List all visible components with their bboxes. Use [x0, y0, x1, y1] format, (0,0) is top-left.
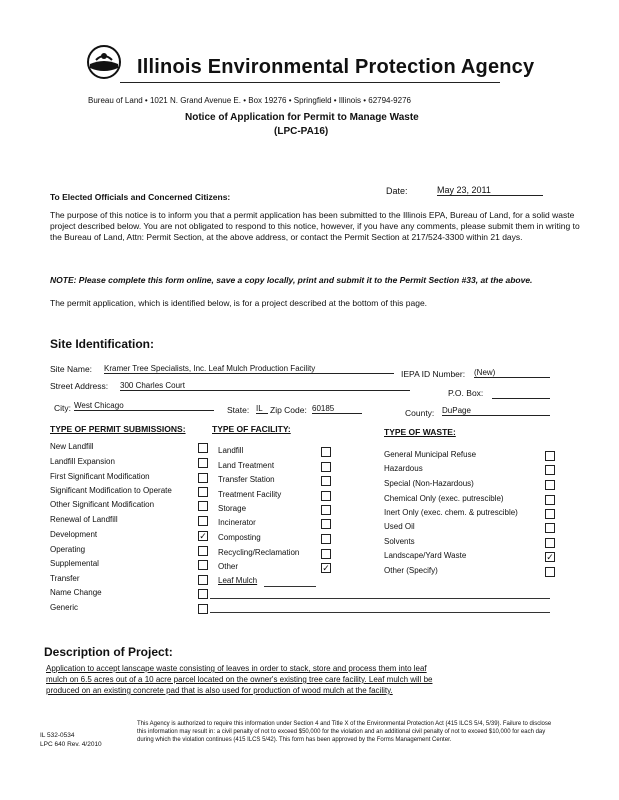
waste-label: Used Oil	[384, 522, 415, 531]
notice-title: Notice of Application for Permit to Manage Waste	[185, 112, 419, 123]
facility-checkbox[interactable]	[321, 505, 331, 515]
agency-address: Bureau of Land • 1021 N. Grand Avenue E. • Box 19276 • Springfield • Illinois • 62794-9276	[88, 96, 411, 105]
waste-checkbox[interactable]	[545, 509, 555, 519]
submission-checkbox[interactable]	[198, 473, 208, 483]
date-field[interactable]: May 23, 2011	[437, 185, 543, 196]
facility-type-heading: TYPE OF FACILITY:	[212, 424, 291, 434]
description-line: mulch on 6.5 acres out of a 10 acre parcel located on the owner's existing tree care facility. Leaf mulch will be	[46, 675, 433, 684]
illinois-epa-logo-icon	[86, 44, 122, 80]
header-rule	[120, 82, 500, 83]
waste-checkbox[interactable]	[545, 465, 555, 475]
form-codes	[40, 731, 102, 749]
facility-checkbox[interactable]	[321, 549, 331, 559]
po-box-field[interactable]	[492, 388, 550, 399]
submission-label: Supplemental	[50, 559, 99, 568]
state-label: State:	[227, 405, 250, 415]
facility-label: Land Treatment	[218, 461, 275, 470]
submission-label: Landfill Expansion	[50, 457, 115, 466]
intro-paragraph: The purpose of this notice is to inform you that a permit application has been submitted to the Illinois EPA, Bureau of Land, for a solid waste project described below. You are not obligated to respond to this notice, however, if you have any comments, please submit them in writing to the Bureau of Land, Attn: Permit Section, at the above address, or contact the Permit Section at 217/524-3300 within 21 days.	[50, 210, 580, 242]
submission-checkbox[interactable]	[198, 546, 208, 556]
county-field[interactable]: DuPage	[442, 406, 550, 416]
date-label: Date:	[386, 186, 408, 196]
submission-checkbox[interactable]	[198, 487, 208, 497]
form-revision: LPC 640 Rev. 4/2010	[40, 741, 102, 748]
note-paragraph: NOTE: Please complete this form online, save a copy locally, print and submit it to the Permit Section #33, at the above.	[50, 275, 533, 285]
waste-label: Special (Non-Hazardous)	[384, 479, 474, 488]
facility-checkbox[interactable]	[321, 491, 331, 501]
waste-checkbox[interactable]	[545, 523, 555, 533]
notice-subtitle: (LPC-PA16)	[274, 126, 329, 137]
waste-checkbox[interactable]	[545, 567, 555, 577]
waste-label: Chemical Only (exec. putrescible)	[384, 494, 504, 503]
facility-checkbox[interactable]: ✓	[322, 563, 330, 573]
submission-label: New Landfill	[50, 442, 94, 451]
site-name-label: Site Name:	[50, 364, 93, 374]
permit-submissions-heading: TYPE OF PERMIT SUBMISSIONS:	[50, 424, 186, 434]
form-code: IL 532-0534	[40, 732, 75, 739]
legal-disclosure: This Agency is authorized to require this information under Section 4 and Title X of the Environmental Protection Act (415 ILCS 5/4, 5/39). Failure to disclose this information may result in: a civil penalty of not to exceed $50,000 for the violation and an additional civil penalty of not to exceed $10,000 for each day during which the violation continues (415 ILCS 5/42). This form has been approved by the Forms Management Center.	[137, 721, 552, 743]
submission-label: Generic	[50, 603, 79, 612]
waste-checkbox[interactable]	[545, 480, 555, 490]
waste-checkbox[interactable]	[545, 495, 555, 505]
submission-label: Significant Modification to Operate	[50, 486, 172, 495]
submission-checkbox[interactable]	[198, 604, 208, 614]
facility-other-value[interactable]: Leaf Mulch	[218, 576, 258, 585]
waste-label: General Municipal Refuse	[384, 450, 477, 459]
submission-checkbox[interactable]	[198, 575, 208, 585]
submission-label: Name Change	[50, 588, 102, 597]
facility-label: Other	[218, 562, 239, 571]
facility-label: Composting	[218, 533, 261, 542]
waste-label: Landscape/Yard Waste	[384, 551, 467, 560]
submission-label: Development	[50, 530, 98, 539]
city-field[interactable]: West Chicago	[74, 401, 214, 411]
submission-label: Other Significant Modification	[50, 500, 155, 509]
facility-other-line	[264, 586, 316, 587]
facility-checkbox[interactable]	[321, 447, 331, 457]
description-field[interactable]	[46, 663, 516, 696]
waste-checkbox[interactable]: ✓	[546, 552, 554, 562]
state-field[interactable]: IL	[256, 404, 268, 414]
salutation: To Elected Officials and Concerned Citizens:	[50, 192, 231, 202]
site-name-field[interactable]: Kramer Tree Specialists, Inc. Leaf Mulch Production Facility	[104, 364, 394, 374]
facility-label: Incinerator	[218, 518, 256, 527]
submission-checkbox[interactable]	[198, 458, 208, 468]
submission-checkbox[interactable]	[198, 560, 208, 570]
submission-label: First Significant Modification	[50, 472, 150, 481]
waste-label: Other (Specify)	[384, 566, 438, 575]
waste-label: Hazardous	[384, 464, 423, 473]
permit-sentence: The permit application, which is identified below, is for a project described at the bottom of this page.	[50, 298, 428, 308]
blank-line	[210, 612, 550, 613]
waste-label: Inert Only (exec. chem. & putrescible)	[384, 508, 518, 517]
zip-code-field[interactable]: 60185	[312, 404, 362, 414]
facility-label: Recycling/Reclamation	[218, 548, 300, 557]
iepa-id-field[interactable]: (New)	[474, 368, 550, 378]
submission-checkbox[interactable]	[198, 443, 208, 453]
facility-checkbox[interactable]	[321, 534, 331, 544]
city-label: City:	[54, 403, 71, 413]
waste-checkbox[interactable]	[545, 451, 555, 461]
po-box-label: P.O. Box:	[448, 388, 484, 398]
blank-line	[210, 598, 550, 599]
waste-label: Solvents	[384, 537, 415, 546]
submission-checkbox[interactable]: ✓	[199, 531, 207, 541]
facility-label: Transfer Station	[218, 475, 275, 484]
submission-label: Transfer	[50, 574, 80, 583]
facility-checkbox[interactable]	[321, 476, 331, 486]
description-heading: Description of Project:	[44, 645, 173, 659]
facility-label: Landfill	[218, 446, 244, 455]
county-label: County:	[405, 408, 435, 418]
facility-checkbox[interactable]	[321, 519, 331, 529]
site-identification-heading: Site Identification:	[50, 337, 155, 351]
submission-checkbox[interactable]	[198, 501, 208, 511]
submission-checkbox[interactable]	[198, 516, 208, 526]
description-line: produced on an existing concrete pad that is also used for production of wood mulch at the facility.	[46, 686, 393, 695]
iepa-id-label: IEPA ID Number:	[401, 369, 466, 379]
submission-checkbox[interactable]	[198, 589, 208, 599]
zip-code-label: Zip Code:	[270, 405, 307, 415]
submission-label: Renewal of Landfill	[50, 515, 118, 524]
submission-label: Operating	[50, 545, 86, 554]
street-address-label: Street Address:	[50, 381, 109, 391]
waste-checkbox[interactable]	[545, 538, 555, 548]
description-line: Application to accept lanscape waste consisting of leaves in order to stack, store and process them into leaf	[46, 664, 427, 673]
facility-label: Storage	[218, 504, 247, 513]
street-address-field[interactable]: 300 Charles Court	[120, 381, 410, 391]
facility-label: Treatment Facility	[218, 490, 282, 499]
agency-name: Illinois Environmental Protection Agency	[137, 56, 535, 78]
waste-type-heading: TYPE OF WASTE:	[384, 427, 456, 437]
facility-checkbox[interactable]	[321, 462, 331, 472]
